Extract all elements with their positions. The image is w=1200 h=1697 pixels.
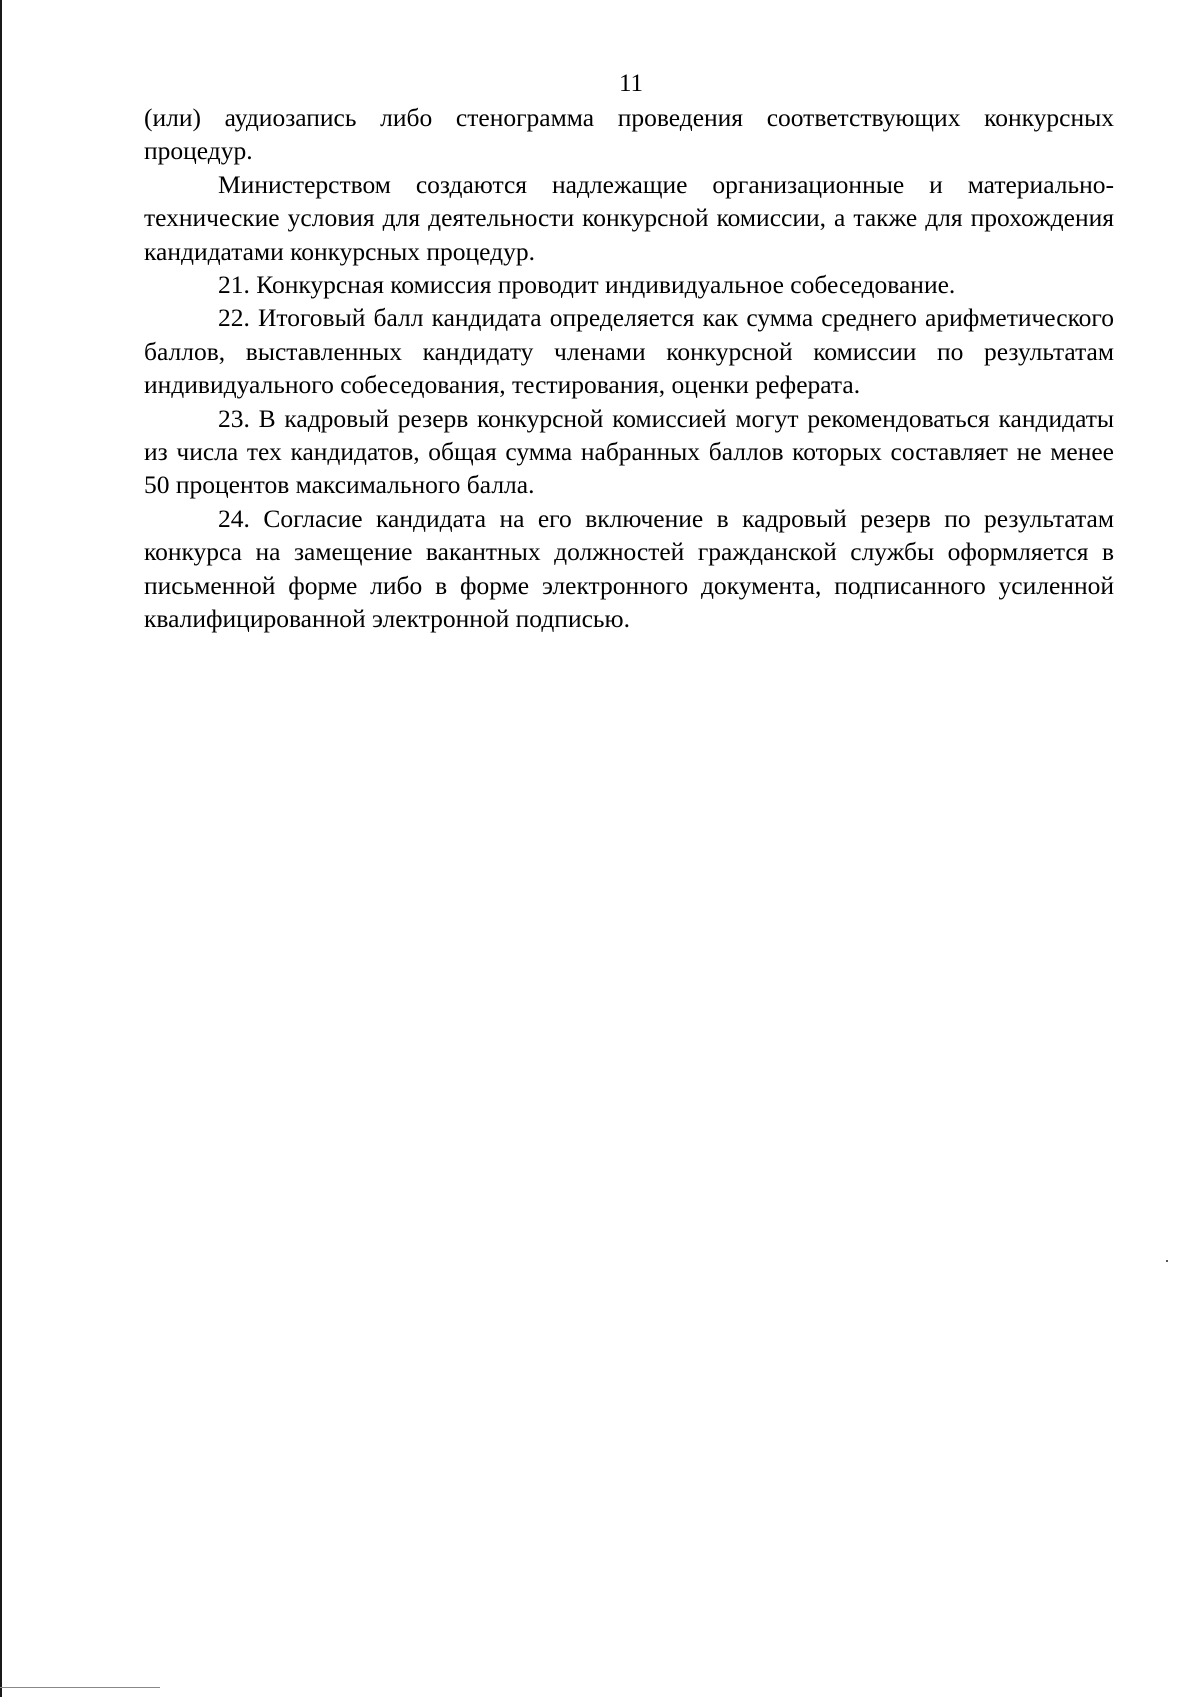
paragraph-item-21: 21. Конкурсная комиссия проводит индивидуальное собеседование. xyxy=(218,270,956,300)
paragraph-continuation: (или) аудиозапись либо стенограмма проведения соответствующих конкурсных процедур. xyxy=(144,103,1114,166)
document-body xyxy=(144,101,1114,636)
paragraph-item-24: 24. Согласие кандидата на его включение в кадровый резерв по результатам конкурса на замещение вакантных должностей гражданской службы оформляется в письменной форме либо в форме электронного документа, подписанного усиленной квалифицированной электронной подписью. xyxy=(144,503,1114,634)
scan-speck xyxy=(1166,1260,1168,1262)
paragraph-ministry-conditions: Министерством создаются надлежащие организационные и материально-технические условия для деятельности конкурсной комиссии, а также для прохождения кандидатами конкурсных процедур. xyxy=(144,169,1114,266)
paragraph-item-23: 23. В кадровый резерв конкурсной комиссией могут рекомендоваться кандидаты из числа тех кандидатов, общая сумма набранных баллов которых составляет не менее 50 процентов максимального балла. xyxy=(144,403,1114,500)
paragraph-item-22: 22. Итоговый балл кандидата определяется как сумма среднего арифметического баллов, выставленных кандидату членами конкурсной комиссии по результатам индивидуального собеседования, тестирования, оценки реферата. xyxy=(144,303,1114,400)
scan-left-edge xyxy=(0,0,2,1697)
scan-bottom-edge xyxy=(0,1687,160,1688)
page-number: 11 xyxy=(618,70,644,97)
